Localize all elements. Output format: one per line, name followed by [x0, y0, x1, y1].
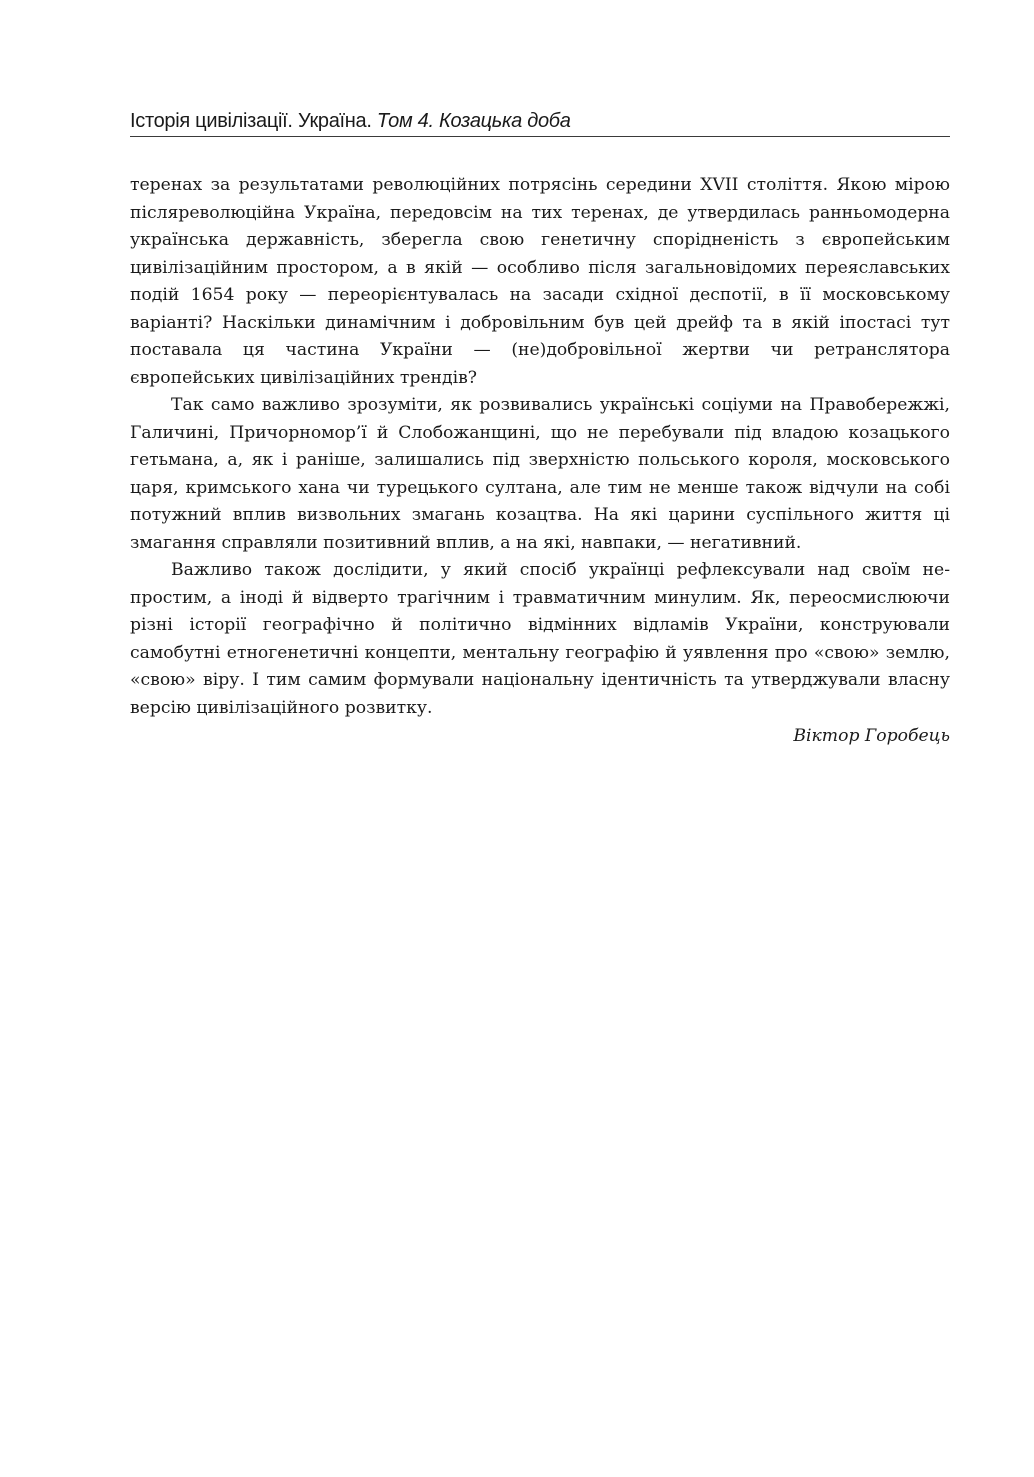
paragraph: Важливо також дослідити, у який спосіб українці рефлексували над своїм непростим, а іноді й відверто трагічним і травматичним минулим. Як, переосмислюючи різні історії географічно й політично відмінних відламів України, конструювали самобутні етногенетичні концепти, ментальну географію й уявлення про «свою» землю, «свою» віру. І тим самим формували національну ідентичність та утверджували власну версію цивілізаційного розвитку. — [130, 560, 950, 718]
body-text — [130, 172, 950, 751]
volume-title: Том 4. Козацька доба — [376, 110, 571, 132]
paragraph: Так само важливо зрозуміти, як розвивались українські соціуми на Правобережжі, Галичині, Причорномор’ї й Слобожанщині, що не перебували під владою козацького гетьмана, а, як і раніше, залишались під зверхністю польського короля, московського царя, кримського хана чи турецького султана, але тим не менше також відчули на собі потужний вплив визвольних змагань козацтва. На які царини суспільного життя ці змагання справляли позитивний вплив, а на які, навпаки, — негативний. — [130, 395, 950, 553]
author-signature: Віктор Горобець — [793, 726, 950, 746]
series-title: Історія цивілізації. Україна. — [130, 110, 377, 132]
running-header — [130, 106, 950, 137]
paragraph: теренах за результатами революційних потрясінь середини XVII століття. Якою мірою післяреволюційна Україна, передовсім на тих теренах, де утвердилась ранньомодерна українська державність, зберегла свою генетичну спорідненість з європейським цивілізаційним простором, а в якій — особливо після загальновідомих переяславських подій 1654 року — переорієнтувалась на засади східної деспотії, в її московському варіанті? Наскільки динамічним і добровільним був цей дрейф та в якій іпостасі тут поставала ця частина України — (не)добровільної жертви чи ретранслятора європейських цивілізаційних трендів? — [130, 175, 950, 388]
